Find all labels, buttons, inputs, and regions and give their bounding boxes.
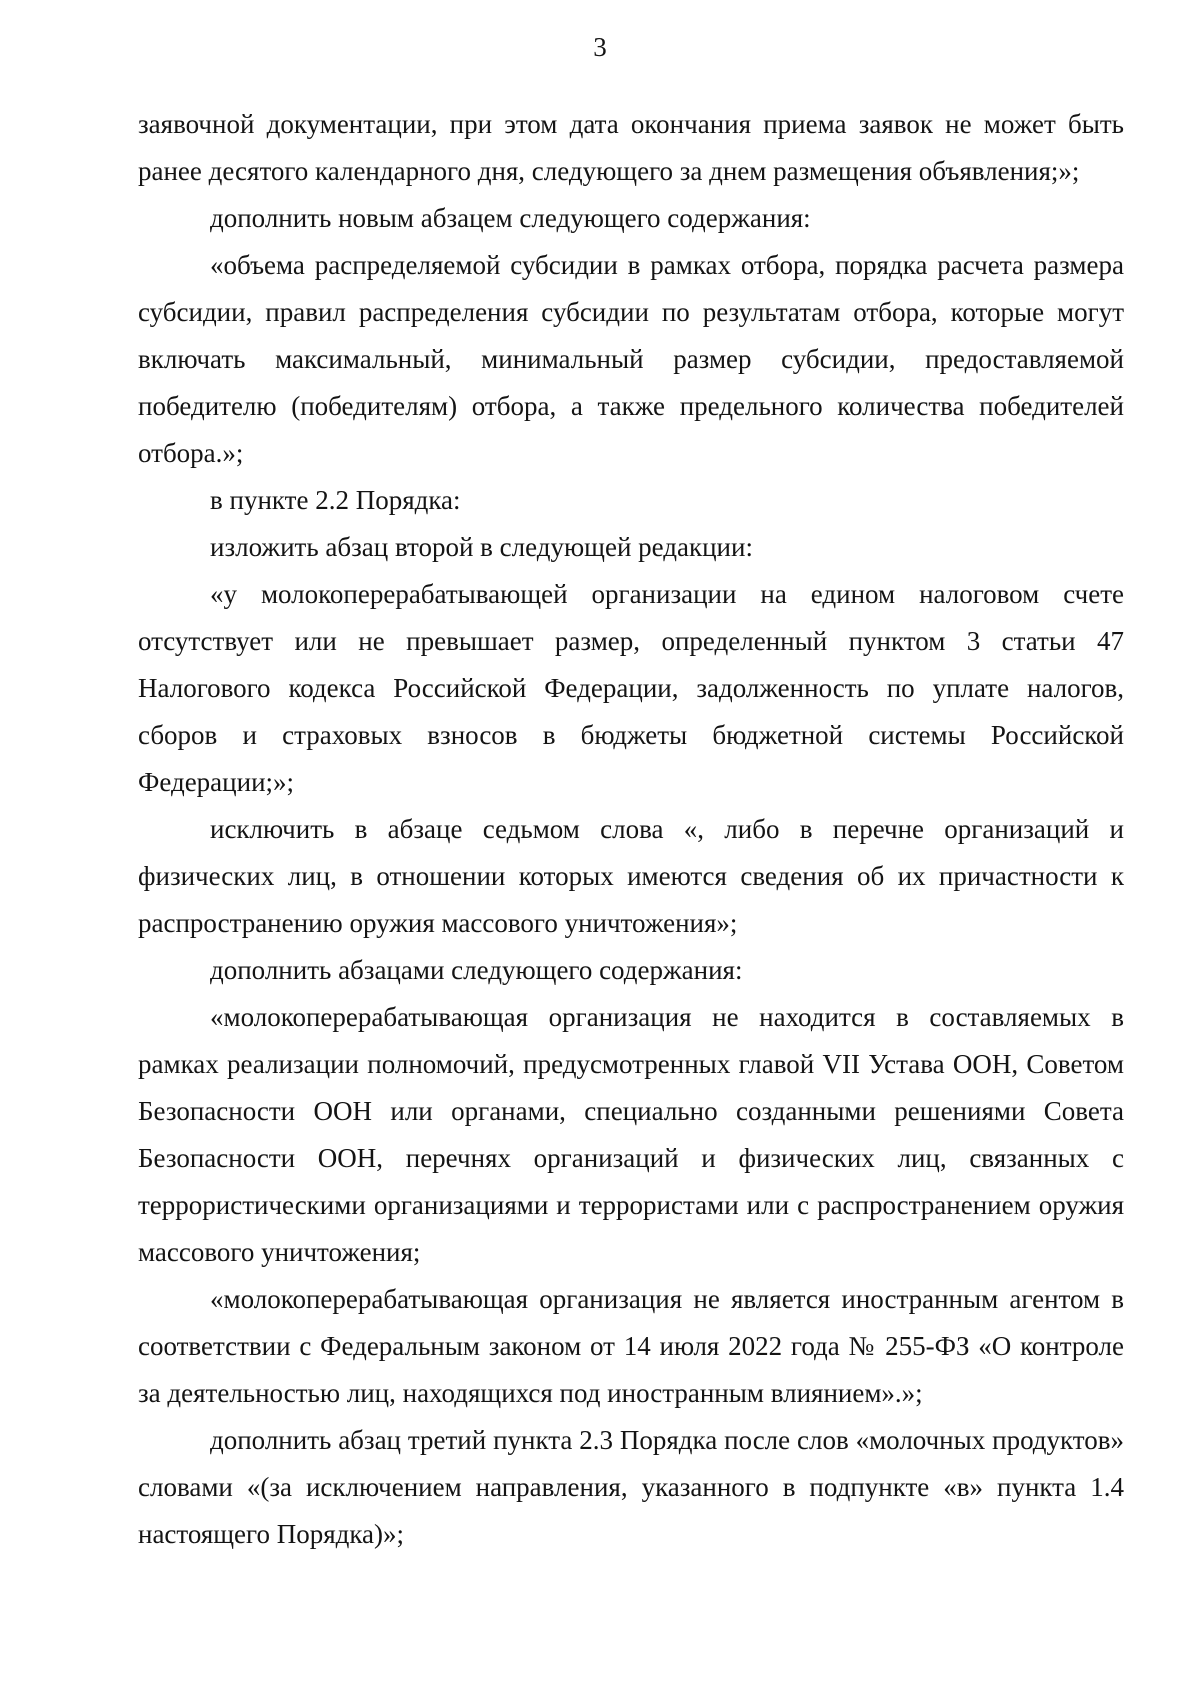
document-body <box>138 101 1124 1558</box>
paragraph-11: дополнить абзац третий пункта 2.3 Порядка после слов «молочных продуктов» словами «(за исключением направления, указанного в подпункте «в» пункта 1.4 настоящего Порядка)»; <box>138 1425 1124 1549</box>
paragraph-7: исключить в абзаце седьмом слова «, либо в перечне организаций и физических лиц, в отношении которых имеются сведения об их причастности к распространению оружия массового уничтожения»; <box>138 814 1124 938</box>
paragraph-2: дополнить новым абзацем следующего содержания: <box>210 203 811 233</box>
paragraph-10: «молокоперерабатывающая организация не является иностранным агентом в соответствии с Федеральным законом от 14 июля 2022 года № 255-ФЗ «О контроле за деятельностью лиц, находящихся под иностранным влиянием».»; <box>138 1284 1124 1408</box>
paragraph-5: изложить абзац второй в следующей редакции: <box>210 532 753 562</box>
paragraph-4: в пункте 2.2 Порядка: <box>210 485 461 515</box>
paragraph-8: дополнить абзацами следующего содержания: <box>210 955 743 985</box>
paragraph-1: заявочной документации, при этом дата окончания приема заявок не может быть ранее десятого календарного дня, следующего за днем размещения объявления;»; <box>138 109 1124 186</box>
page-number: 3 <box>593 32 607 62</box>
paragraph-6: «у молокоперерабатывающей организации на едином налоговом счете отсутствует или не превышает размер, определенный пунктом 3 статьи 47 Налогового кодекса Российской Федерации, задолженность по уплате налогов, сборов и страховых взносов в бюджеты бюджетной системы Российской Федерации;»; <box>138 579 1124 797</box>
paragraph-3: «объема распределяемой субсидии в рамках отбора, порядка расчета размера субсидии, правил распределения субсидии по результатам отбора, которые могут включать максимальный, минимальный размер субсидии, предоставляемой победителю (победителям) отбора, а также предельного количества победителей отбора.»; <box>138 250 1124 468</box>
paragraph-9: «молокоперерабатывающая организация не находится в составляемых в рамках реализации полномочий, предусмотренных главой VII Устава ООН, Советом Безопасности ООН или органами, специально созданными решениями Совета Безопасности ООН, перечнях организаций и физических лиц, связанных с террористическими организациями и террористами или с распространением оружия массового уничтожения; <box>138 1002 1124 1267</box>
